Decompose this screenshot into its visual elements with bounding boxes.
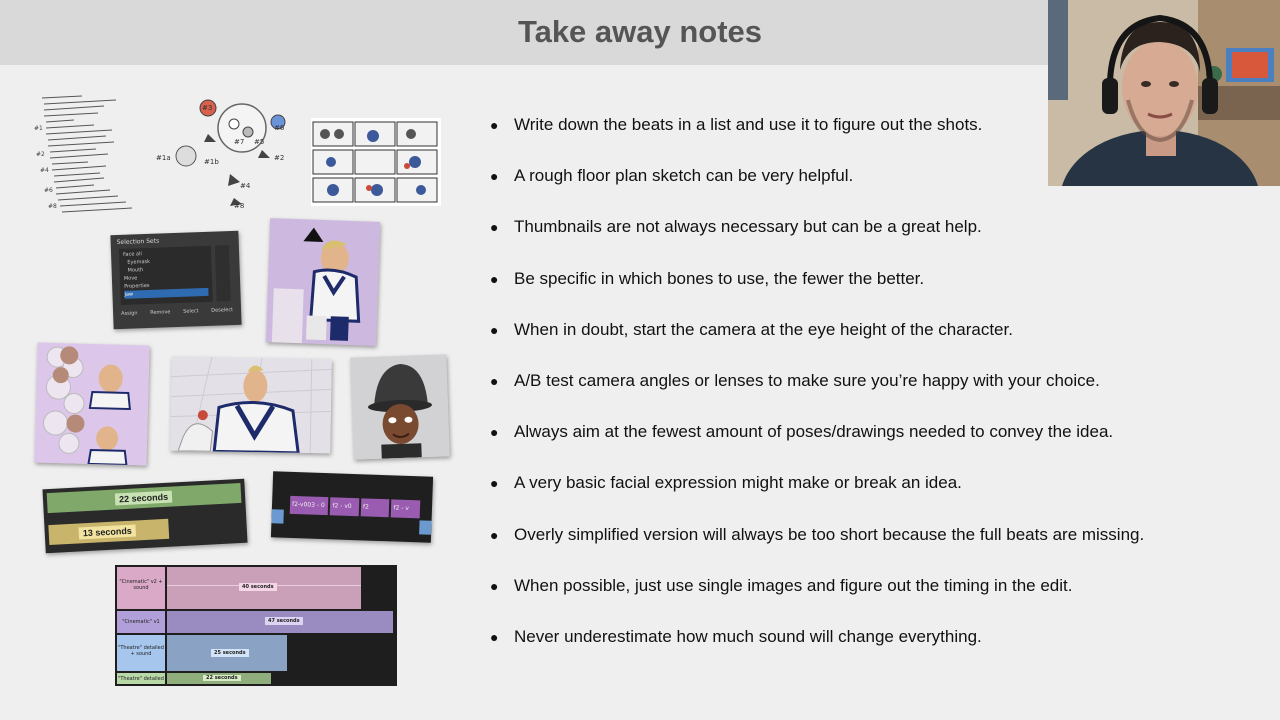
edit-row-label: "Cinematic" v2 + sound (117, 567, 165, 609)
timeline-bar-label: 13 seconds (79, 525, 137, 540)
selection-sets-panel (110, 231, 241, 329)
edit-row-label: "Cinematic" v1 (117, 611, 165, 633)
svg-text:#2: #2 (36, 151, 45, 158)
timeline-comparison (42, 479, 247, 553)
note-item: ● Be specific in which bones to use, the fewer the better. (490, 267, 1250, 318)
timeline-clip: f2 - v (391, 499, 420, 518)
selection-set-item: Eyemask (127, 258, 151, 266)
character-rig-render (266, 218, 380, 346)
thumbnail-sketches (311, 118, 441, 206)
note-item: ● When in doubt, start the camera at the eye height of the character. (490, 318, 1250, 369)
svg-text:#6: #6 (44, 187, 53, 194)
edit-duration-badge: 25 seconds (211, 649, 249, 657)
floor-plan-sketch (150, 94, 300, 210)
selection-set-item: Face all (122, 251, 142, 258)
slide-title: Take away notes (517, 14, 763, 49)
bullet-icon: ● (490, 372, 499, 389)
bullet-icon: ● (490, 424, 499, 441)
selection-set-item-selected: Jaw (124, 288, 208, 299)
note-item: ● Write down the beats in a list and use it to figure out the shots. (490, 113, 1250, 164)
bullet-icon: ● (490, 270, 499, 287)
svg-text:#1: #1 (34, 125, 43, 132)
edit-duration-badge: 47 seconds (265, 617, 303, 625)
floorplan-label: #3 (202, 104, 213, 112)
timeline-clip: f2 - v0 (330, 497, 359, 516)
note-item: ● Always aim at the fewest amount of poses/drawings needed to convey the idea. (490, 420, 1250, 471)
note-item: ● A rough floor plan sketch can be very helpful. (490, 164, 1250, 215)
note-item: ● A very basic facial expression might make or break an idea. (490, 471, 1250, 522)
bullet-icon: ● (490, 117, 499, 133)
bullet-icon: ● (490, 219, 499, 236)
assign-button: Assign (121, 310, 138, 317)
timeline-clip: f2-v003 - 0 (290, 496, 329, 515)
svg-text:#4: #4 (40, 167, 49, 174)
svg-text:#8: #8 (234, 202, 245, 210)
selection-sets-title: Selection Sets (116, 237, 160, 247)
beat-list-sketch (34, 92, 144, 222)
edit-timeline-clips (271, 471, 433, 543)
svg-text:#7: #7 (234, 138, 245, 146)
bullet-icon: ● (490, 577, 499, 594)
timeline-clip: f2 (361, 498, 390, 517)
character-hat-render (350, 354, 450, 459)
bullet-icon: ● (490, 475, 499, 492)
select-button: Select (183, 308, 199, 315)
selection-set-item: Properties (124, 282, 150, 290)
svg-text:#2: #2 (274, 154, 285, 162)
edit-duration-badge: 40 seconds (239, 583, 277, 591)
svg-text:#1b: #1b (204, 158, 219, 166)
note-item: ● Thumbnails are not always necessary but can be a great help. (490, 215, 1250, 266)
bullet-icon: ● (490, 526, 499, 543)
deselect-button: Deselect (211, 307, 234, 314)
timeline-bar-label: 22 seconds (115, 491, 173, 506)
selection-set-item: Mouth (127, 267, 144, 274)
edit-row-label: "Theatre" detailed + sound (117, 635, 165, 671)
note-item: ● Overly simplified version will always be too short because the full beats are missing. (490, 523, 1250, 574)
camera-angle-render (170, 357, 332, 454)
facial-expression-render (34, 343, 149, 466)
selection-set-item: Move (123, 275, 138, 282)
note-item: ● A/B test camera angles or lenses to make sure you’re happy with your choice. (490, 369, 1250, 420)
remove-button: Remove (150, 309, 171, 316)
edit-versions-table (115, 565, 397, 686)
svg-text:#5: #5 (254, 138, 265, 146)
bullet-icon: ● (490, 168, 499, 185)
takeaway-notes-list (490, 113, 1250, 676)
bullet-icon: ● (490, 628, 499, 645)
svg-text:#8: #8 (48, 203, 57, 210)
edit-row-label: "Theatre" detailed (117, 673, 165, 684)
svg-text:#1a: #1a (156, 154, 171, 162)
note-item: ● Never underestimate how much sound will change everything. (490, 625, 1250, 676)
edit-duration-badge: 22 seconds (203, 675, 241, 681)
svg-text:#4: #4 (240, 182, 251, 190)
svg-text:#6: #6 (274, 124, 285, 132)
bullet-icon: ● (490, 321, 499, 338)
note-item: ● When possible, just use single images and figure out the timing in the edit. (490, 574, 1250, 625)
